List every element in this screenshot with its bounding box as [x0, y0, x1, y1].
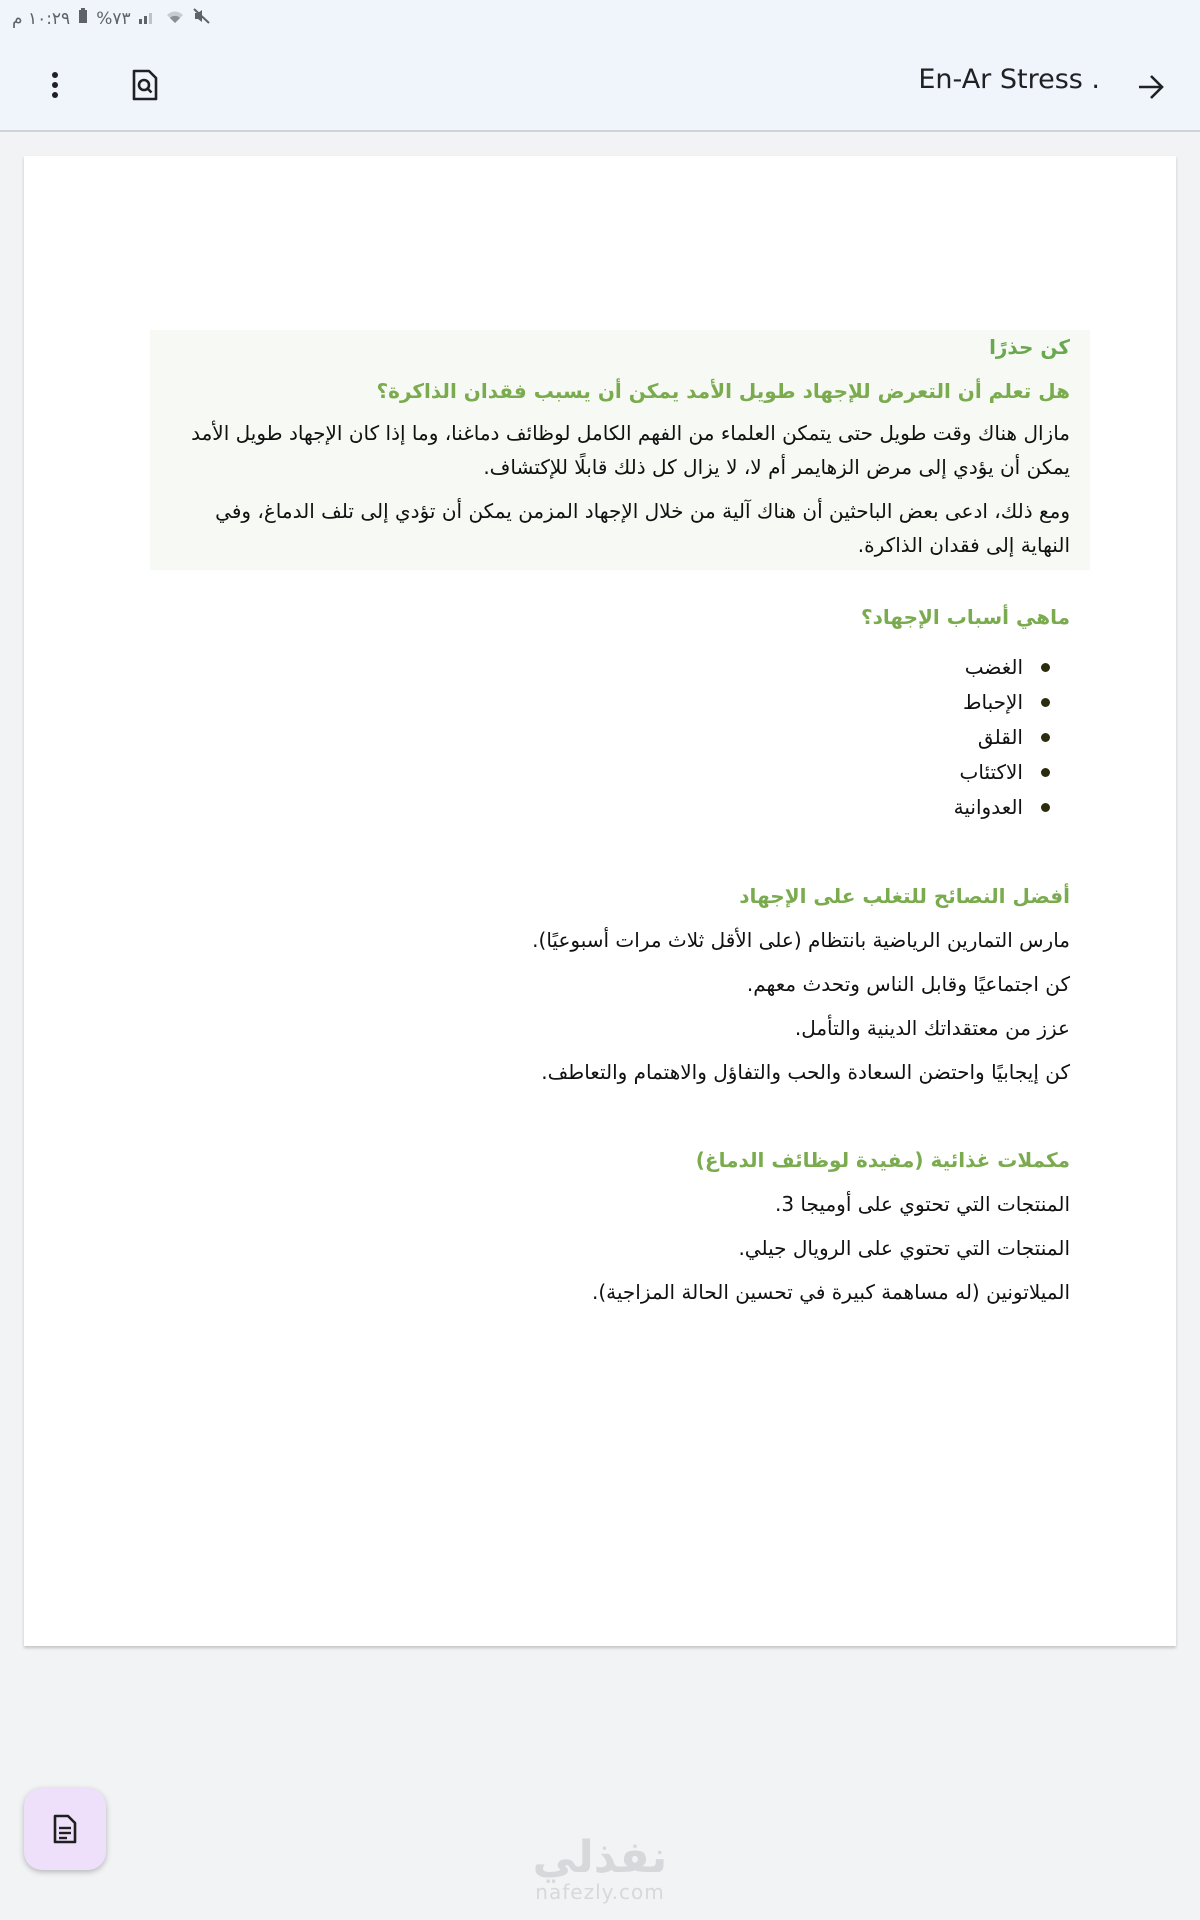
- more-vert-icon[interactable]: [30, 60, 80, 110]
- section-question: هل تعلم أن التعرض للإجهاد طويل الأمد يمكن أن يسبب فقدان الذاكرة؟: [376, 379, 1070, 403]
- watermark-latin: nafezly.com: [535, 1880, 665, 1904]
- section-heading-tips: أفضل النصائح للتغلب على الإجهاد: [739, 884, 1070, 908]
- battery-icon: [78, 8, 88, 29]
- section-heading-warning: كن حذرًا: [989, 335, 1070, 359]
- paragraph-2: ومع ذلك، ادعى بعض الباحثين أن هناك آلية من خلال الإجهاد المزمن يمكن أن تؤدي إلى تلف الدماغ، وفي النهاية إلى فقدان الذاكرة.: [215, 499, 1070, 557]
- section-heading-causes: ماهي أسباب الإجهاد؟: [861, 605, 1070, 629]
- status-icons: [12, 8, 211, 29]
- mute-icon: [193, 8, 211, 29]
- document-fab-button[interactable]: [24, 1788, 106, 1870]
- section-heading-supplements: مكملات غذائية (مفيدة لوظائف الدماغ): [695, 1148, 1070, 1172]
- list-item: القلق: [170, 720, 1050, 755]
- watermark: [500, 1832, 700, 1904]
- document-content: [170, 330, 1070, 1319]
- tip-item: مارس التمارين الرياضية بانتظام (على الأقل ثلاث مرات أسبوعيًا).: [532, 928, 1070, 952]
- section-supplements: [170, 1143, 1070, 1309]
- bullet-icon: [1041, 803, 1050, 812]
- list-item: العدوانية: [170, 790, 1050, 825]
- signal-icon: [139, 9, 157, 29]
- document-title: En-Ar Stress .: [918, 64, 1100, 95]
- section-warning: [150, 330, 1090, 570]
- status-bar: [0, 0, 1200, 40]
- tip-item: كن اجتماعيًا وقابل الناس وتحدث معهم.: [746, 972, 1070, 996]
- list-item: الإحباط: [170, 685, 1050, 720]
- battery-level: %٧٣: [96, 8, 131, 29]
- app-toolbar: [0, 40, 1200, 132]
- tip-item: عزز من معتقداتك الدينية والتأمل.: [794, 1016, 1070, 1040]
- find-in-page-icon[interactable]: [120, 60, 170, 110]
- wifi-icon: [165, 9, 185, 29]
- supplement-item: المنتجات التي تحتوي على الرويال جيلي.: [738, 1236, 1070, 1260]
- tip-item: كن إيجابيًا واحتضن السعادة والحب والتفاؤل والاهتمام والتعاطف.: [541, 1060, 1070, 1084]
- supplement-item: الميلاتونين (له مساهمة كبيرة في تحسين الحالة المزاجية).: [592, 1280, 1070, 1304]
- status-time: ١٠:٢٩ م: [12, 8, 71, 29]
- list-item: الغضب: [170, 650, 1050, 685]
- causes-list: [170, 650, 1070, 825]
- arrow-forward-icon[interactable]: [1126, 62, 1176, 112]
- bullet-icon: [1041, 663, 1050, 672]
- watermark-arabic: نفذلي: [532, 1832, 668, 1883]
- supplement-item: المنتجات التي تحتوي على أوميجا 3.: [774, 1192, 1070, 1216]
- list-item: الاكتئاب: [170, 755, 1050, 790]
- bullet-icon: [1041, 768, 1050, 777]
- bullet-icon: [1041, 698, 1050, 707]
- paragraph-1: مازال هناك وقت طويل حتى يتمكن العلماء من الفهم الكامل لوظائف دماغنا، وما إذا كان الإجهاد طويل الأمد يمكن أن يؤدي إلى مرض الزهايمر أم لا، لا يزال كل ذلك قابلًا للإكتشاف.: [191, 421, 1070, 479]
- document-icon: [53, 1814, 77, 1844]
- section-tips: [170, 879, 1070, 1089]
- bullet-icon: [1041, 733, 1050, 742]
